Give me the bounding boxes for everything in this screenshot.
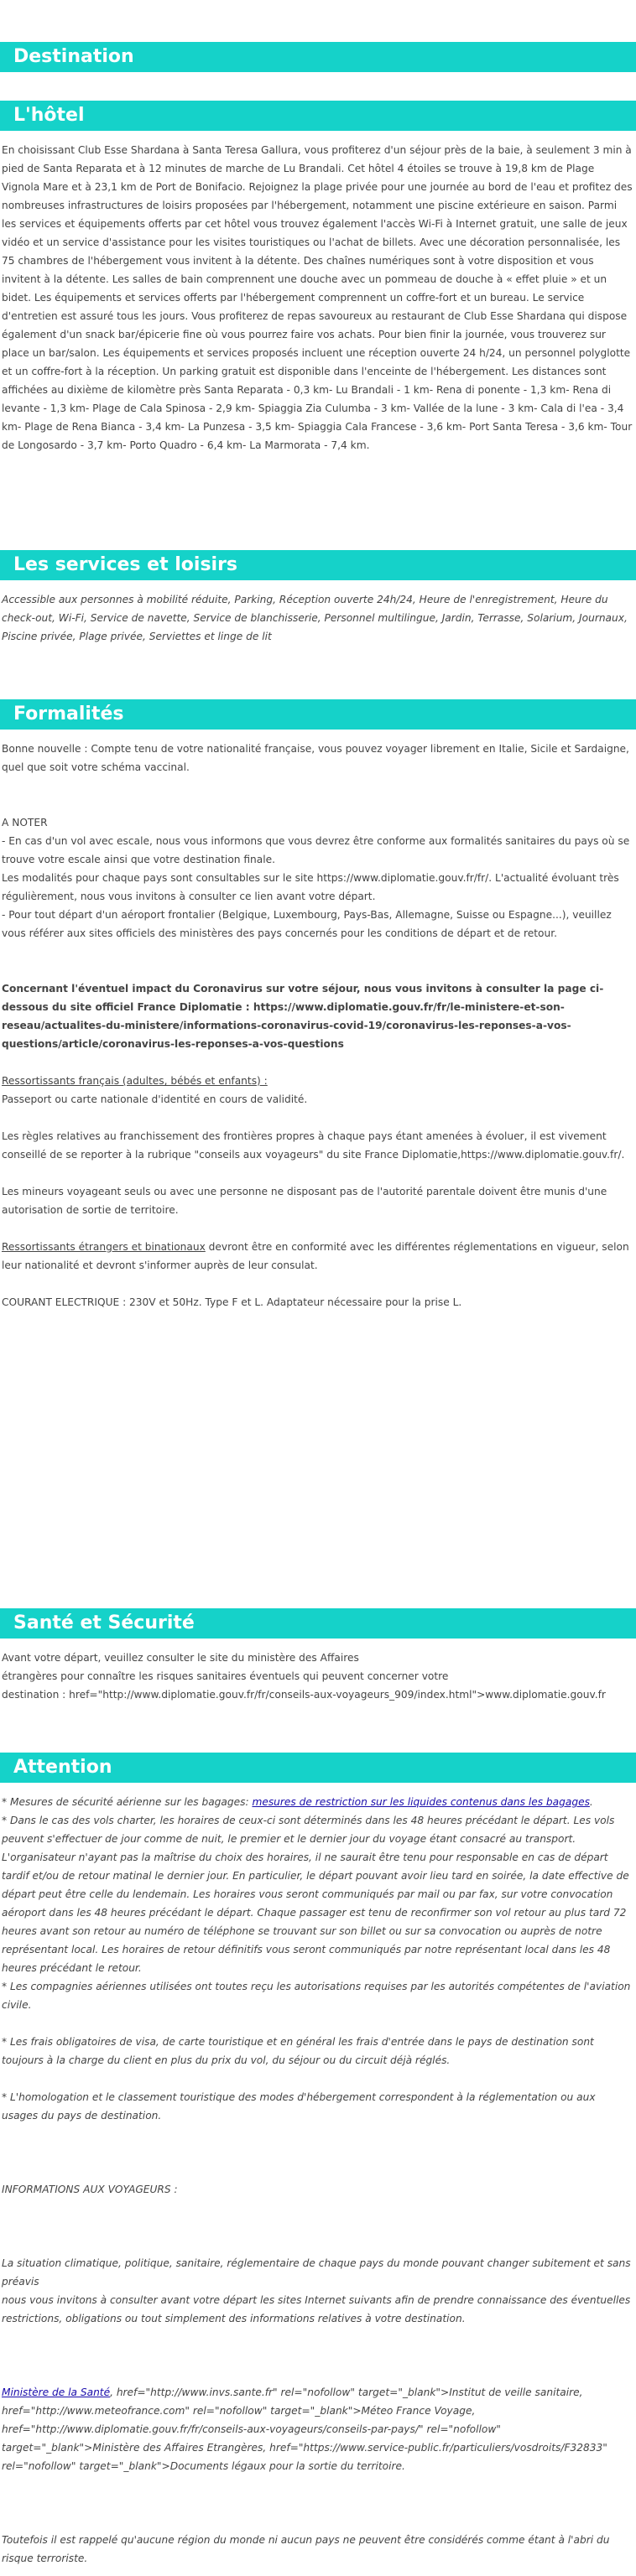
attention-charter: * Dans le cas des vols charter, les horaires de ceux-ci sont déterminés dans les 48 heures précédant le départ. Les vols peuvent s'effectuer de jour comme de nuit, le premier et le dernier jour du voyage étant consacré au transport. L'organisateur n'ayant pas la maîtrise du choix des horaires, il ne saurait être tenu pour responsable en cas de départ tardif et/ou de retour matinal le dernier jour. En particulier, le départ pouvant avoir lieu tard en soirée, la date effective de départ peut être celle du lendemain. Les horaires vous seront communiqués par mail ou par fax, sur votre convocation aéroport dans les 48 heures précédant le départ. Chaque passager est tenu de reconfirmer son vol retour au plus tard 72 heures avant son retour au numéro de téléphone se trouvant sur son billet ou sur sa convocation ou auprès de notre représentant local. Les horaires de retour définitifs vous seront communiqués par notre représentant local dans les 48 heures précédant le retour. xyxy=(2,1815,629,1974)
formalites-courant: COURANT ELECTRIQUE : 230V et 50Hz. Type F et L. Adaptateur nécessaire pour la prise L. xyxy=(2,1296,462,1308)
formalites-anoter: A NOTER xyxy=(2,817,48,828)
sante-body xyxy=(0,1639,636,1753)
services-body xyxy=(0,580,636,699)
attention-header: Attention xyxy=(0,1753,636,1783)
ressortissants-francais-title: Ressortissants français (adultes, bébés et enfants) : xyxy=(2,1075,268,1087)
ministere-sante-link[interactable]: Ministère de la Santé xyxy=(2,2386,111,2398)
destination-section xyxy=(0,42,636,72)
attention-body xyxy=(0,1783,636,2568)
formalites-mineurs: Les mineurs voyageant seuls ou avec une personne ne disposant pas de l'autorité parentale doivent être munis d'une autorisation de sortie de territoire. xyxy=(2,1186,607,1216)
destination-header: Destination xyxy=(0,42,636,72)
attention-invitation: nous vous invitons à consulter avant votre départ les sites Internet suivants afin de prendre connaissance des éventuelles restrictions, obligations ou tout simplement des informations relatives à votre destination. xyxy=(2,2294,631,2324)
ressortissants-francais-text: Passeport ou carte nationale d'identité en cours de validité. xyxy=(2,1093,308,1105)
formalites-header: Formalités xyxy=(0,699,636,730)
services-list: Accessible aux personnes à mobilité réduite, Parking, Réception ouverte 24h/24, Heure de l'enregistrement, Heure du check-out, Wi-Fi, Service de navette, Service de blanchisserie, Personnel multilingue, Jardin, Terrasse, Solarium, Journaux, Piscine privée, Plage privée, Serviettes et linge de lit xyxy=(2,594,628,642)
formalites-etrangers xyxy=(2,1238,634,1275)
sante-line-1: Avant votre départ, veuillez consulter le site du ministère des Affaires xyxy=(2,1652,359,1664)
attention-terrorisme: Toutefois il est rappelé qu'aucune région du monde ni aucun pays ne peuvent être considérés comme étant à l'abri du risque terroriste. xyxy=(2,2534,610,2564)
etrangers-title: Ressortissants étrangers et binationaux xyxy=(2,1241,206,1253)
bagages-suffix: . xyxy=(589,1796,593,1808)
info-voyageurs-title: INFORMATIONS AUX VOYAGEURS : xyxy=(2,2184,178,2195)
formalites-intro: Bonne nouvelle : Compte tenu de votre nationalité française, vous pouvez voyager librement en Italie, Sicile et Sardaigne, quel que soit votre schéma vaccinal. xyxy=(2,743,629,773)
formalites-section xyxy=(0,699,636,1608)
formalites-frontalier: - Pour tout départ d'un aéroport frontalier (Belgique, Luxembourg, Pays-Bas, Allemagne, Suisse ou Espagne...), veuillez vous référer aux sites officiels des ministères des pays concernés pour les conditions de départ et de retour. xyxy=(2,909,612,939)
attention-homologation: * L'homologation et le classement touristique des modes d'hébergement correspondent à la réglementation ou aux usages du pays de destination. xyxy=(2,2091,596,2122)
attention-compagnies: * Les compagnies aériennes utilisées ont toutes reçu les autorisations requises par les autorités compétentes de l'aviation civile. xyxy=(2,1981,631,2011)
attention-liens xyxy=(2,2383,634,2475)
attention-bagages xyxy=(2,1793,634,1811)
hotel-description: En choisissant Club Esse Shardana à Santa Teresa Gallura, vous profiterez d'un séjour près de la baie, à seulement 3 min à pied de Santa Reparata et à 12 minutes de marche de Lu Brandali. Cet hôtel 4 étoiles se trouve à 19,8 km de Plage Vignola Mare et à 23,1 km de Port de Bonifacio. Rejoignez la plage privée pour une journée au bord de l'eau et profitez des nombreuses infrastructures de loisirs proposées par l'hébergement, notamment une piscine extérieure en saison. Parmi les services et équipements offerts par cet hôtel vous trouvez également l'accès Wi-Fi à Internet gratuit, une salle de jeux vidéo et un service d'assistance pour les visites touristiques ou l'achat de billets. Avec une décoration personnalisée, les 75 chambres de l'hébergement vous invitent à la détente. Des chaînes numériques sont à votre disposition et vous invitent à la détente. Les salles de bain comprennent une douche avec un pommeau de douche à « effet pluie » et un bidet. Les équipements et services offerts par l'hébergement comprennent un coffre-fort et un bureau. Le service d'entretien est assuré tous les jours. Vous profiterez de repas savoureux au restaurant de Club Esse Shardana qui dispose également d'un snack bar/épicerie fine où vous pourrez faire vos achats. Pour bien finir la journée, vous trouverez sur place un bar/salon. Les équipements et services proposés incluent une réception ouverte 24 h/24, un personnel polyglotte et un coffre-fort à la réception. Un parking gratuit est disponible dans l'enceinte de l'hébergement. Les distances sont affichées au dixième de kilomètre près Santa Reparata - 0,3 km- Lu Brandali - 1 km- Rena di ponente - 1,3 km- Rena di levante - 1,3 km- Plage de Cala Spinosa - 2,9 km- Spiaggia Zia Culumba - 3 km- Vallée de la lune - 3 km- Cala di l'ea - 3,4 km- Plage de Rena Bianca - 3,4 km- La Punzesa - 3,5 km- Spiaggia Cala Francese - 3,6 km- Port Santa Teresa - 3,6 km- Tour de Longosardo - 3,7 km- Porto Quadro - 6,4 km- La Marmorata - 7,4 km. xyxy=(2,144,633,451)
page xyxy=(0,42,636,2576)
formalites-escale: - En cas d'un vol avec escale, nous vous informons que vous devrez être conforme aux formalités sanitaires du pays où se trouve votre escale ainsi que votre destination finale. xyxy=(2,835,630,865)
attention-frais: * Les frais obligatoires de visa, de carte touristique et en général les frais d'entrée dans le pays de destination sont toujours à la charge du client en plus du prix du vol, du séjour ou du circuit déjà réglés. xyxy=(2,2036,594,2066)
sante-section xyxy=(0,1608,636,1753)
attention-situation: La situation climatique, politique, sanitaire, réglementaire de chaque pays du monde pouvant changer subitement et sans préavis xyxy=(2,2257,631,2288)
hotel-body xyxy=(0,131,636,550)
formalites-coronavirus: Concernant l'éventuel impact du Coronavirus sur votre séjour, nous vous invitons à consulter la page ci-dessous du site officiel France Diplomatie : https://www.diplomatie.gouv.fr/fr/le-ministere-et-son-reseau/actualites-du-ministere/informations-coronavirus-covid-19/coronavirus-les-reponses-a-vos-questions/article/coronavirus-les-reponses-a-vos-questions xyxy=(2,983,604,1050)
liens-suffix: , href="http://www.invs.sante.fr" rel="nofollow" target="_blank">Institut de veille sanitaire, href="http://www.meteofrance.com" rel="nofollow" target="_blank">Méteo France Voyage, href="http://www.diplomatie.gouv.fr/fr/conseils-aux-voyageurs/conseils-par-pays/" rel="nofollow" target="_blank">Ministère des Affaires Etrangères, href="https://www.service-public.fr/particuliers/vosdroits/F32833" rel="nofollow" target="_blank">Documents légaux pour la sortie du territoire. xyxy=(2,2386,607,2472)
services-header: Les services et loisirs xyxy=(0,550,636,580)
services-section xyxy=(0,550,636,699)
hotel-section xyxy=(0,72,636,550)
sante-header: Santé et Sécurité xyxy=(0,1608,636,1639)
formalites-regles: Les règles relatives au franchissement des frontières propres à chaque pays étant amenées à évoluer, il est vivement conseillé de se reporter à la rubrique "conseils aux voyageurs" du site France Diplomatie,https://www.diplomatie.gouv.fr/. xyxy=(2,1130,625,1161)
bagages-prefix: * Mesures de sécurité aérienne sur les bagages: xyxy=(2,1796,253,1808)
formalites-modalites: Les modalités pour chaque pays sont consultables sur le site https://www.diplomatie.gouv.fr/fr/. L'actualité évoluant très régulièrement, nous vous invitons à consulter ce lien avant votre départ. xyxy=(2,872,619,902)
sante-line-3: destination : href="http://www.diplomatie.gouv.fr/fr/conseils-aux-voyageurs_909/index.html">www.diplomatie.gouv.fr xyxy=(2,1689,606,1701)
hotel-header: L'hôtel xyxy=(0,101,636,131)
sante-line-2: étrangères pour connaître les risques sanitaires éventuels qui peuvent concerner votre xyxy=(2,1670,449,1682)
liquides-restriction-link[interactable]: mesures de restriction sur les liquides contenus dans les bagages xyxy=(252,1796,590,1808)
formalites-body xyxy=(0,730,636,1608)
etrangers-text: devront être en conformité avec les différentes réglementations en vigueur, selon leur nationalité et devront s'informer auprès de leur consulat. xyxy=(2,1241,629,1271)
attention-section xyxy=(0,1753,636,2568)
